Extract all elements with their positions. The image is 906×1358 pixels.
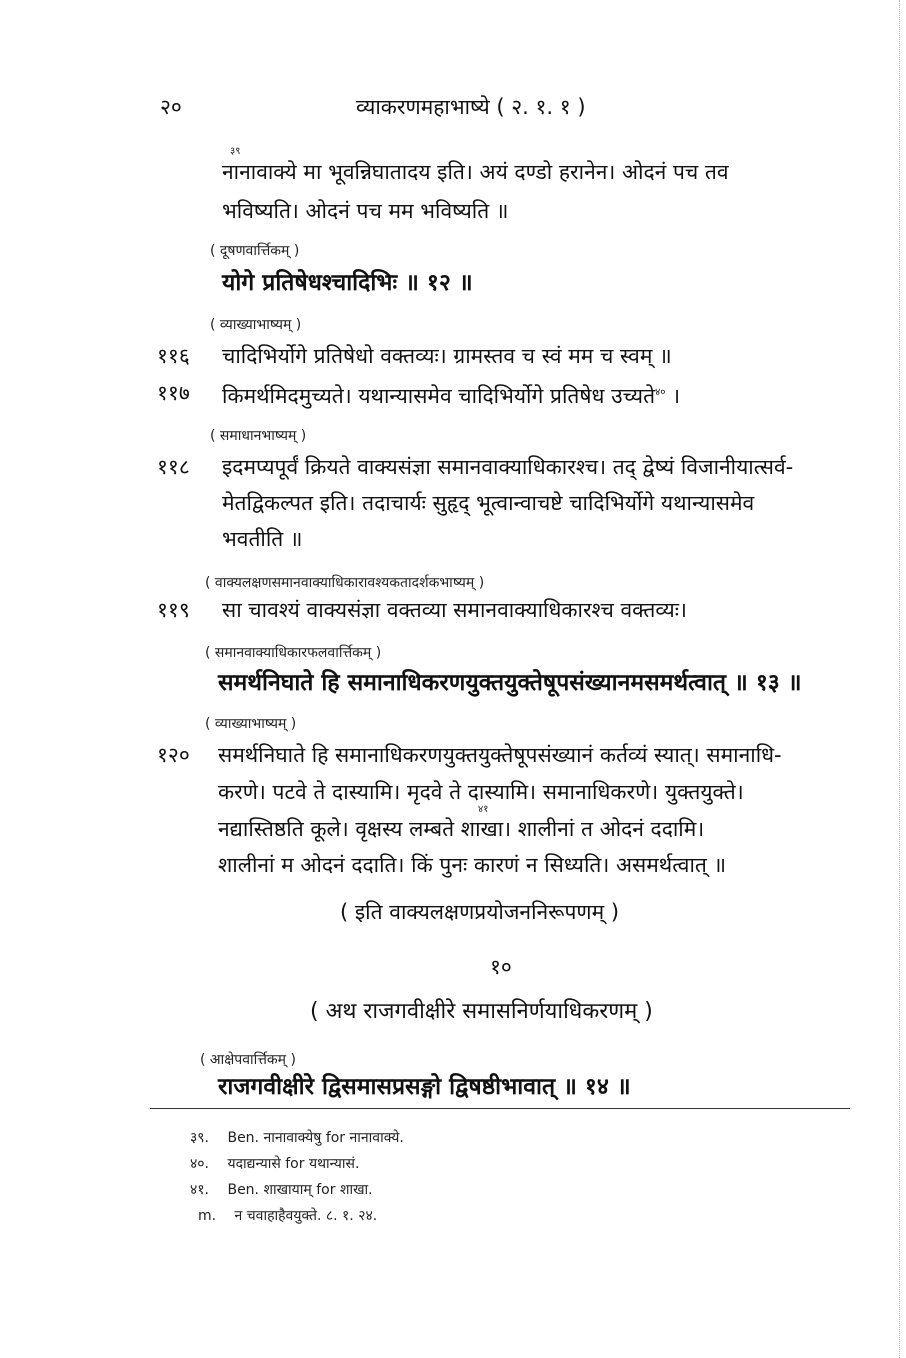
text-line: सा चावश्यं वाक्यसंज्ञा वक्तव्या समानवाक्याधिकारश्च वक्तव्यः। <box>222 598 687 622</box>
text-line: भवतीति ॥ <box>222 527 303 551</box>
text-segment: किमर्थमिदमुच्यते। यथान्यासमेव चादिभिर्योगे प्रतिषेध उच्यते <box>222 384 656 408</box>
page-number: २० <box>160 95 182 119</box>
paragraph-number: ११७ <box>157 381 190 405</box>
page-edge <box>897 0 900 1358</box>
paragraph-number: ११९ <box>157 598 190 622</box>
vartika-14: राजगवीक्षीरे द्विसमासप्रसङ्गो द्विषष्ठीभावात् ॥ १४ ॥ <box>218 1074 631 1100</box>
footnote-text: न चवाहाहैवयुक्ते. ८. १. २४. <box>234 1208 378 1224</box>
footnote <box>190 1128 404 1148</box>
vartika-12: योगे प्रतिषेधश्चादिभिः ॥ १२ ॥ <box>222 270 473 296</box>
text-line: इदमप्यपूर्वं क्रियते वाक्यसंज्ञा समानवाक्याधिकारश्च। तद् द्वेष्यं विजानीयात्सर्व- <box>222 455 794 479</box>
footnote <box>198 1206 377 1226</box>
footnote-marker: ३९ <box>230 146 241 157</box>
text-line <box>222 157 862 187</box>
section-colophon: ( इति वाक्यलक्षणप्रयोजननिरूपणम् ) <box>340 900 620 924</box>
footnote-number: ३९. <box>190 1130 210 1146</box>
text-line: शालीनां म ओदनं ददाति। किं पुनः कारणं न सिध्यति। असमर्थत्वात् ॥ <box>218 853 727 877</box>
running-header-title: व्याकरणमहाभाष्ये ( २. १. १ ) <box>356 95 586 119</box>
section-label: ( समाधानभाष्यम् ) <box>210 428 307 444</box>
footnote-number: m. <box>198 1208 217 1224</box>
section-label: ( वाक्यलक्षणसमानवाक्याधिकारावश्यकतादर्शकभाष्यम् ) <box>205 575 485 591</box>
text-line <box>222 378 680 411</box>
footnote <box>190 1180 373 1200</box>
footnote-marker: ४१ <box>478 804 489 815</box>
vartika-13: समर्थनिघाते हि समानाधिकरणयुक्तयुक्तेषूपसंख्यानमसमर्थत्वात् ॥ १३ ॥ <box>218 670 802 696</box>
footnote-text: Ben. नानावाक्येषु for नानावाक्ये. <box>227 1130 404 1146</box>
footnote-number: ४१. <box>190 1182 210 1198</box>
footnote-number: ४०. <box>190 1156 210 1172</box>
paragraph-number: १२० <box>157 743 190 767</box>
section-number: १० <box>490 955 512 979</box>
text-line: मेतद्विकल्पत इति। तदाचार्यः सुहृद् भूत्वान्वाचष्टे चादिभिर्योगे यथान्यासमेव <box>222 491 755 515</box>
section-label: ( दूषणवार्त्तिकम् ) <box>210 243 300 259</box>
text-segment: नद्यास्तिष्ठति कूले। वृक्षस्य लम्बते शाखा। शालीनां त ओदनं ददामि। <box>218 817 705 841</box>
text-segment: नानावाक्ये मा भूवन्निघातादय इति। अयं दण्डो हरानेन। ओदनं पच तव <box>222 160 729 184</box>
section-label: ( आक्षेपवार्त्तिकम् ) <box>200 1052 296 1068</box>
footnote <box>190 1154 359 1174</box>
section-label: ( व्याख्याभाष्यम् ) <box>210 317 302 333</box>
footnote-text: यदाद्यन्यासे for यथान्यासं. <box>227 1156 360 1172</box>
text-line <box>218 814 704 844</box>
section-title: ( अथ राजगवीक्षीरे समासनिर्णयाधिकरणम् ) <box>310 999 653 1024</box>
section-label: ( व्याख्याभाष्यम् ) <box>205 716 297 732</box>
footnote-marker: ४० <box>655 387 666 398</box>
section-label: ( समानवाक्याधिकारफलवार्त्तिकम् ) <box>205 645 382 661</box>
text-line: करणे। पटवे ते दास्यामि। मृदवे ते दास्यामि। समानाधिकरणे। युक्तयुक्ते। <box>218 780 744 804</box>
text-segment: । <box>672 384 681 408</box>
text-line: भविष्यति। ओदनं पच मम भविष्यति ॥ <box>222 199 509 223</box>
footnote-rule <box>150 1108 850 1109</box>
text-line: चादिभिर्योगे प्रतिषेधो वक्तव्यः। ग्रामस्तव च स्वं मम च स्वम् ॥ <box>222 344 672 368</box>
text-line: समर्थनिघाते हि समानाधिकरणयुक्तयुक्तेषूपसंख्यानं कर्तव्यं स्यात्। समानाधि- <box>218 743 782 767</box>
paragraph-number: ११६ <box>157 344 190 368</box>
footnote-text: Ben. शाखायाम् for शाखा. <box>227 1182 373 1198</box>
paragraph-number: ११८ <box>157 455 190 479</box>
